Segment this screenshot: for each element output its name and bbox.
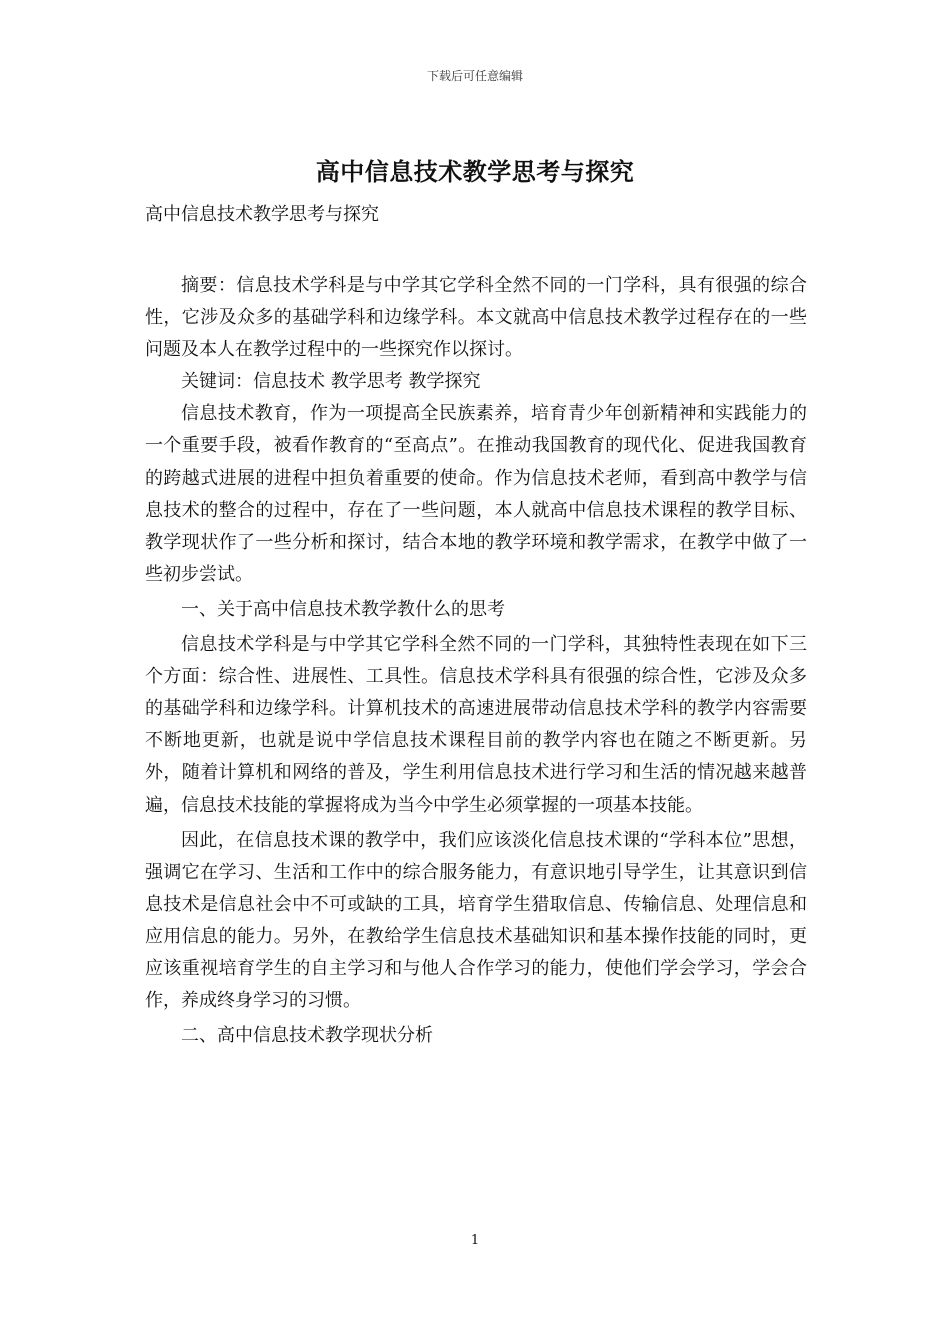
section-heading: 一、关于高中信息技术教学教什么的思考: [181, 598, 505, 620]
keywords-paragraph: 关键词：信息技术 教学思考 教学探究: [181, 371, 481, 393]
abstract-paragraph: 摘要：信息技术学科是与中学其它学科全然不同的一门学科，具有很强的综合性，它涉及众多的基础学科和边缘学科。本文就高中信息技术教学过程存在的一些问题及本人在教学过程中的一些探究作以探讨。: [145, 275, 807, 361]
document-subtitle: 高中信息技术教学思考与探究: [145, 204, 379, 225]
document-body: [145, 270, 807, 1052]
body-paragraph: 信息技术教育，作为一项提高全民族素养，培育青少年创新精神和实践能力的一个重要手段，被看作教育的“至高点”。在推动我国教育的现代化、促进我国教育的跨越式进展的进程中担负着重要的使命。作为信息技术老师，看到高中教学与信息技术的整合的过程中，存在了一些问题，本人就高中信息技术课程的教学目标、教学现状作了一些分析和探讨，结合本地的教学环境和教学需求，在教学中做了一些初步尝试。: [145, 403, 807, 585]
page-number: 1: [470, 1233, 480, 1248]
header-note: 下载后可任意编辑: [426, 69, 523, 83]
section-heading: 二、高中信息技术教学现状分析: [181, 1025, 433, 1047]
document-title: 高中信息技术教学思考与探究: [315, 157, 635, 186]
body-paragraph: 因此，在信息技术课的教学中，我们应该淡化信息技术课的“学科本位”思想，强调它在学习、生活和工作中的综合服务能力，有意识地引导学生，让其意识到信息技术是信息社会中不可或缺的工具，培育学生猎取信息、传输信息、处理信息和应用信息的能力。另外，在教给学生信息技术基础知识和基本操作技能的同时，更应该重视培育学生的自主学习和与他人合作学习的能力，使他们学会学习，学会合作，养成终身学习的习惯。: [145, 829, 807, 1012]
body-paragraph: 信息技术学科是与中学其它学科全然不同的一门学科，其独特性表现在如下三个方面：综合性、进展性、工具性。信息技术学科具有很强的综合性，它涉及众多的基础学科和边缘学科。计算机技术的高速进展带动信息技术学科的教学内容需要不断地更新，也就是说中学信息技术课程目前的教学内容也在随之不断更新。另外，随着计算机和网络的普及，学生利用信息技术进行学习和生活的情况越来越普遍，信息技术技能的掌握将成为当今中学生必须掌握的一项基本技能。: [145, 634, 807, 816]
